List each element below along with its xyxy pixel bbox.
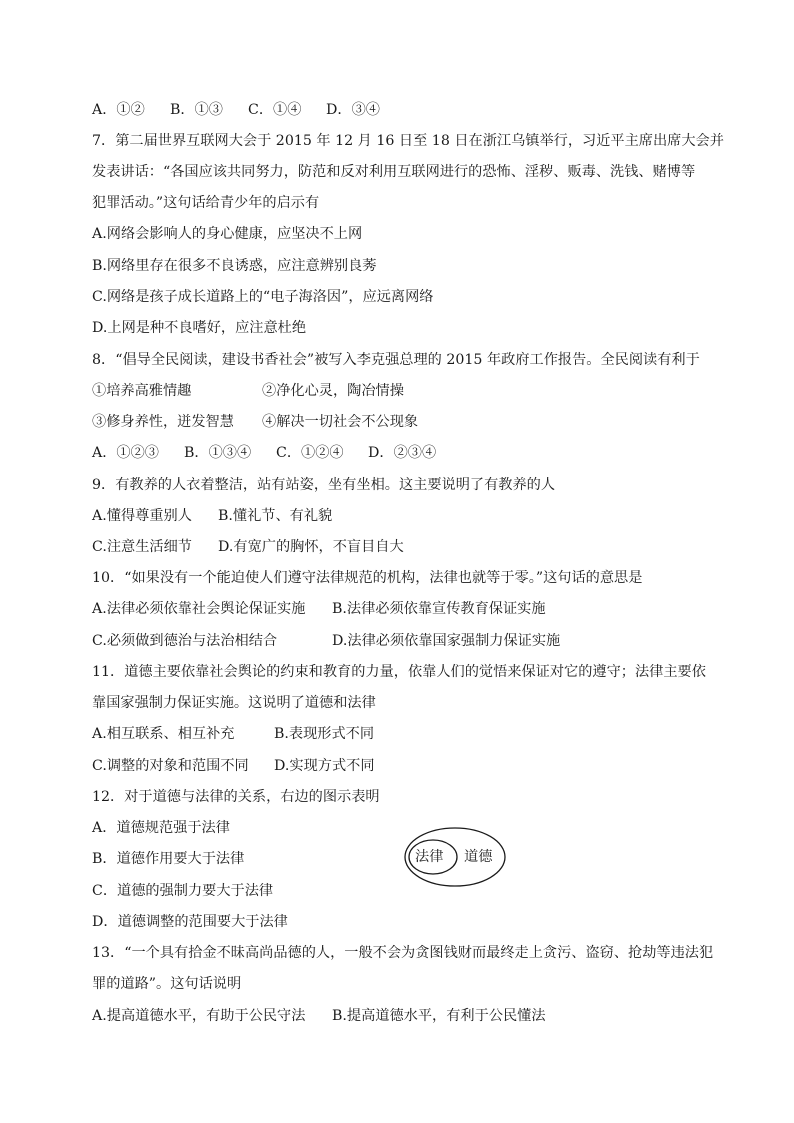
q7-stem-line-2: 发表讲话：“各国应该共同努力，防范和反对利用互联网进行的恐怖、淫秽、贩毒、洗钱、赌博等 (92, 164, 696, 180)
q10-option-d: D.法律必须依靠国家强制力保证实施 (332, 633, 561, 649)
q7-option-c: C.网络是孩子成长道路上的“电子海洛因”，应远离网络 (92, 289, 434, 305)
q10-option-a: A.法律必须依靠社会舆论保证实施 (92, 601, 306, 617)
q8-option-b: B．①③④ (184, 445, 252, 461)
q7-stem-line-1: 7．第二届世界互联网大会于 2015 年 12 月 16 日至 18 日在浙江乌镇举行，习近平主席出席大会并 (92, 133, 724, 149)
q8-statement-1: ①培养高雅情趣 (92, 383, 192, 399)
q8-option-a: A．①②③ (92, 445, 159, 461)
q11-option-d: D.实现方式不同 (274, 758, 375, 774)
q12-option-c: C．道德的强制力要大于法律 (92, 883, 274, 899)
q8-stem: 8．“倡导全民阅读，建设书香社会”被写入李克强总理的 2015 年政府工作报告。全民阅读有利于 (92, 352, 700, 368)
q10-stem: 10．“如果没有一个能迫使人们遵守法律规范的机构，法律也就等于零。”这句话的意思是 (92, 570, 643, 586)
q9-stem: 9．有教养的人衣着整洁，站有站姿，坐有坐相。这主要说明了有教养的人 (92, 477, 556, 493)
q13-stem-line-2: 罪的道路”。这句话说明 (92, 976, 242, 992)
q7-option-b: B.网络里存在很多不良诱惑，应注意辨别良莠 (92, 258, 377, 274)
q11-stem-line-2: 靠国家强制力保证实施。这说明了道德和法律 (92, 695, 376, 711)
q11-option-a: A.相互联系、相互补充 (92, 726, 235, 742)
q9-option-b: B.懂礼节、有礼貌 (218, 508, 333, 524)
q13-option-a: A.提高道德水平，有助于公民守法 (92, 1008, 306, 1024)
q7-option-d: D.上网是种不良嗜好，应注意杜绝 (92, 320, 307, 336)
q6-option-b: B．①③ (170, 102, 223, 118)
q8-statement-4: ④解决一切社会不公现象 (262, 414, 419, 430)
q7-option-a: A.网络会影响人的身心健康，应坚决不上网 (92, 226, 363, 242)
law-morality-venn-diagram (404, 826, 508, 890)
q9-option-d: D.有宽广的胸怀，不盲目自大 (218, 539, 404, 555)
q8-statement-2: ②净化心灵，陶冶情操 (262, 383, 404, 399)
q9-option-a: A.懂得尊重别人 (92, 508, 192, 524)
q10-option-c: C.必须做到德治与法治相结合 (92, 633, 278, 649)
q6-option-a: A．①② (92, 102, 145, 118)
q9-option-c: C.注意生活细节 (92, 539, 192, 555)
q8-option-c: C．①②④ (276, 445, 344, 461)
morality-label: 道德 (464, 849, 493, 865)
q7-stem-line-3: 犯罪活动。”这句话给青少年的启示有 (92, 195, 320, 211)
q10-option-b: B.法律必须依靠宣传教育保证实施 (332, 601, 546, 617)
law-label: 法律 (415, 849, 444, 865)
q12-option-b: B．道德作用要大于法律 (92, 851, 245, 867)
q13-option-b: B.提高道德水平，有利于公民懂法 (332, 1008, 546, 1024)
q13-stem-line-1: 13．“一个具有拾金不昧高尚品德的人，一般不会为贪图钱财而最终走上贪污、盗窃、抢劫等违法犯 (92, 945, 714, 961)
q12-option-d: D．道德调整的范围要大于法律 (92, 914, 288, 930)
q6-option-c: C．①④ (248, 102, 302, 118)
q11-option-b: B.表现形式不同 (274, 726, 375, 742)
q12-option-a: A．道德规范强于法律 (92, 820, 230, 836)
q8-option-d: D．②③④ (368, 445, 437, 461)
q12-stem: 12．对于道德与法律的关系，右边的图示表明 (92, 789, 380, 805)
q8-statement-3: ③修身养性，迸发智慧 (92, 414, 234, 430)
q11-stem-line-1: 11．道德主要依靠社会舆论的约束和教育的力量，依靠人们的觉悟来保证对它的遵守；法律主要依 (92, 664, 706, 680)
q6-option-d: D．③④ (326, 102, 380, 118)
q11-option-c: C.调整的对象和范围不同 (92, 758, 249, 774)
